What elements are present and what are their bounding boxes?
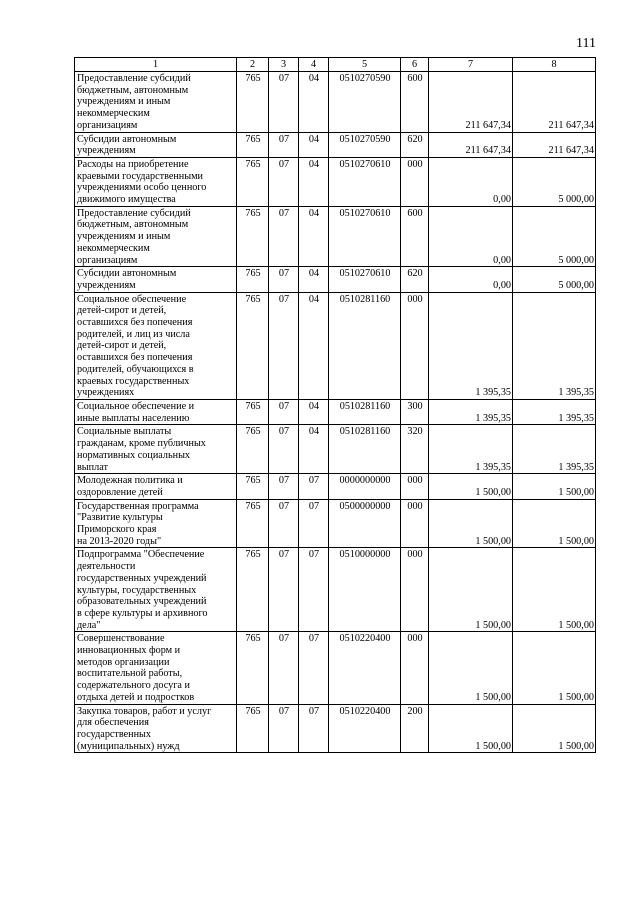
amount-cell: 1 500,00 [429, 548, 513, 632]
section-cell: 07 [269, 399, 299, 424]
section-cell: 07 [269, 548, 299, 632]
expense-type-cell: 600 [401, 72, 429, 133]
row-name-cell: Закупка товаров, работ и услуг для обеспечения государственных (муниципальных) нужд [75, 704, 237, 753]
amount-cell: 1 500,00 [513, 499, 596, 548]
code-cell: 765 [237, 206, 269, 267]
amount-cell: 0,00 [429, 206, 513, 267]
expense-type-cell: 000 [401, 157, 429, 206]
code-cell: 765 [237, 474, 269, 499]
target-article-cell: 0510270610 [329, 206, 401, 267]
target-article-cell: 0510281160 [329, 292, 401, 399]
target-article-cell: 0510270590 [329, 132, 401, 157]
expense-type-cell: 620 [401, 132, 429, 157]
column-header: 8 [513, 58, 596, 72]
subsection-cell: 07 [299, 704, 329, 753]
expense-type-cell: 620 [401, 267, 429, 292]
amount-cell: 1 500,00 [513, 474, 596, 499]
table-row [75, 548, 596, 632]
subsection-cell: 07 [299, 548, 329, 632]
code-cell: 765 [237, 704, 269, 753]
section-cell: 07 [269, 425, 299, 474]
row-name-cell: Государственная программа "Развитие культуры Приморского края на 2013-2020 годы" [75, 499, 237, 548]
amount-cell: 1 395,35 [513, 292, 596, 399]
subsection-cell: 07 [299, 474, 329, 499]
row-name-cell: Социальное обеспечение детей-сирот и детей, оставшихся без попечения родителей, и лиц из числа детей-сирот и детей, оставшихся без попечения родителей, обучающихся в краевых государственных учреждениях [75, 292, 237, 399]
target-article-cell: 0510270590 [329, 72, 401, 133]
target-article-cell: 0510000000 [329, 548, 401, 632]
row-name-cell: Субсидии автономным учреждениям [75, 132, 237, 157]
amount-cell: 1 500,00 [513, 704, 596, 753]
column-header: 2 [237, 58, 269, 72]
table-row [75, 292, 596, 399]
table-row [75, 425, 596, 474]
row-name-cell: Предоставление субсидий бюджетным, автономным учреждениям и иным некоммерческим организациям [75, 72, 237, 133]
section-cell: 07 [269, 157, 299, 206]
page-number: 111 [576, 36, 596, 51]
column-header: 7 [429, 58, 513, 72]
target-article-cell: 0500000000 [329, 499, 401, 548]
row-name-cell: Субсидии автономным учреждениям [75, 267, 237, 292]
code-cell: 765 [237, 72, 269, 133]
target-article-cell: 0510270610 [329, 267, 401, 292]
table-row [75, 267, 596, 292]
section-cell: 07 [269, 704, 299, 753]
amount-cell: 1 395,35 [429, 399, 513, 424]
amount-cell: 211 647,34 [429, 132, 513, 157]
subsection-cell: 04 [299, 157, 329, 206]
expense-type-cell: 000 [401, 632, 429, 704]
amount-cell: 1 500,00 [429, 474, 513, 499]
subsection-cell: 04 [299, 425, 329, 474]
subsection-cell: 04 [299, 206, 329, 267]
expense-type-cell: 300 [401, 399, 429, 424]
column-header: 1 [75, 58, 237, 72]
row-name-cell: Расходы на приобретение краевыми государственными учреждениями особо ценного движимого имущества [75, 157, 237, 206]
amount-cell: 0,00 [429, 267, 513, 292]
code-cell: 765 [237, 267, 269, 292]
subsection-cell: 04 [299, 399, 329, 424]
subsection-cell: 07 [299, 499, 329, 548]
expense-type-cell: 600 [401, 206, 429, 267]
amount-cell: 1 500,00 [429, 704, 513, 753]
column-header: 4 [299, 58, 329, 72]
row-name-cell: Предоставление субсидий бюджетным, автономным учреждениям и иным некоммерческим организациям [75, 206, 237, 267]
code-cell: 765 [237, 548, 269, 632]
amount-cell: 1 500,00 [513, 632, 596, 704]
table-row [75, 72, 596, 133]
expense-type-cell: 000 [401, 474, 429, 499]
amount-cell: 1 500,00 [429, 499, 513, 548]
code-cell: 765 [237, 425, 269, 474]
target-article-cell: 0000000000 [329, 474, 401, 499]
row-name-cell: Молодежная политика и оздоровление детей [75, 474, 237, 499]
section-cell: 07 [269, 132, 299, 157]
column-header: 6 [401, 58, 429, 72]
target-article-cell: 0510270610 [329, 157, 401, 206]
expense-type-cell: 320 [401, 425, 429, 474]
table-row [75, 499, 596, 548]
amount-cell: 211 647,34 [513, 132, 596, 157]
target-article-cell: 0510220400 [329, 632, 401, 704]
amount-cell: 5 000,00 [513, 206, 596, 267]
section-cell: 07 [269, 499, 299, 548]
amount-cell: 1 500,00 [513, 548, 596, 632]
target-article-cell: 0510281160 [329, 399, 401, 424]
column-header: 5 [329, 58, 401, 72]
code-cell: 765 [237, 632, 269, 704]
amount-cell: 1 395,35 [429, 425, 513, 474]
amount-cell: 1 395,35 [513, 399, 596, 424]
row-name-cell: Социальные выплаты гражданам, кроме публичных нормативных социальных выплат [75, 425, 237, 474]
row-name-cell: Подпрограмма "Обеспечение деятельности государственных учреждений культуры, государственных образовательных учреждений в сфере культуры и архивного дела" [75, 548, 237, 632]
target-article-cell: 0510220400 [329, 704, 401, 753]
section-cell: 07 [269, 206, 299, 267]
amount-cell: 1 395,35 [513, 425, 596, 474]
amount-cell: 5 000,00 [513, 267, 596, 292]
target-article-cell: 0510281160 [329, 425, 401, 474]
row-name-cell: Совершенствование инновационных форм и методов организации воспитательной работы, содержательного досуга и отдыха детей и подростков [75, 632, 237, 704]
amount-cell: 1 500,00 [429, 632, 513, 704]
table-row [75, 132, 596, 157]
table-header-row [75, 58, 596, 72]
amount-cell: 1 395,35 [429, 292, 513, 399]
code-cell: 765 [237, 132, 269, 157]
section-cell: 07 [269, 267, 299, 292]
amount-cell: 211 647,34 [513, 72, 596, 133]
column-header: 3 [269, 58, 299, 72]
table-row [75, 474, 596, 499]
subsection-cell: 04 [299, 292, 329, 399]
amount-cell: 0,00 [429, 157, 513, 206]
subsection-cell: 04 [299, 267, 329, 292]
table-row [75, 206, 596, 267]
expense-type-cell: 000 [401, 548, 429, 632]
expense-type-cell: 000 [401, 499, 429, 548]
subsection-cell: 07 [299, 632, 329, 704]
table-row [75, 157, 596, 206]
code-cell: 765 [237, 499, 269, 548]
section-cell: 07 [269, 632, 299, 704]
code-cell: 765 [237, 157, 269, 206]
row-name-cell: Социальное обеспечение и иные выплаты населению [75, 399, 237, 424]
subsection-cell: 04 [299, 72, 329, 133]
table-row [75, 399, 596, 424]
amount-cell: 211 647,34 [429, 72, 513, 133]
section-cell: 07 [269, 292, 299, 399]
section-cell: 07 [269, 72, 299, 133]
budget-table [74, 57, 596, 753]
expense-type-cell: 000 [401, 292, 429, 399]
subsection-cell: 04 [299, 132, 329, 157]
table-row [75, 704, 596, 753]
section-cell: 07 [269, 474, 299, 499]
amount-cell: 5 000,00 [513, 157, 596, 206]
expense-type-cell: 200 [401, 704, 429, 753]
table-row [75, 632, 596, 704]
code-cell: 765 [237, 399, 269, 424]
code-cell: 765 [237, 292, 269, 399]
